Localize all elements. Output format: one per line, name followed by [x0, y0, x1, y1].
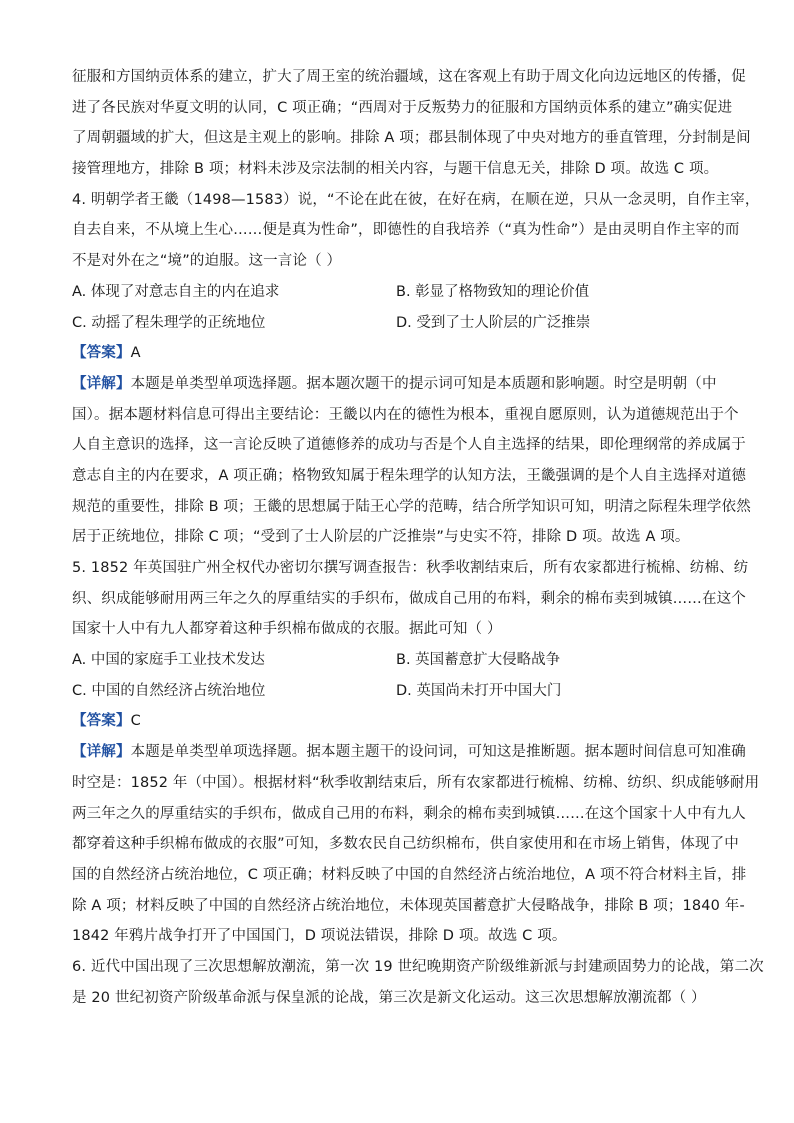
- detail-line: 国的自然经济占统治地位，C 项正确；材料反映了中国的自然经济占统治地位，A 项不符合材料主旨，排: [72, 866, 747, 883]
- question-stem-line: 是 20 世纪初资产阶级革命派与保皇派的论战，第三次是新文化运动。这三次思想解放潮流都（ ）: [72, 989, 706, 1006]
- option-b: B. 彰显了格物致知的理论价值: [396, 283, 590, 300]
- option-c: C. 动摇了程朱理学的正统地位: [72, 314, 266, 331]
- detail-line: 1842 年鸦片战争打开了中国国门，D 项说法错误，排除 D 项。故选 C 项。: [72, 928, 567, 945]
- question-stem-line: 国家十人中有九人都穿着这种手织棉布做成的衣服。据此可知（ ）: [72, 621, 502, 638]
- detail-line: 除 A 项；材料反映了中国的自然经济占统治地位，未体现英国蓄意扩大侵略战争，排除 B 项；1840 年-: [72, 897, 745, 914]
- detail-line: 意志自主的内在要求，A 项正确；格物致知属于程朱理学的认知方法，王畿强调的是个人自主选择对道德: [72, 467, 747, 484]
- answer-tag: 【答案】: [72, 345, 131, 362]
- question-4: [72, 185, 760, 553]
- options-row: [72, 308, 722, 339]
- detail-line: 两三年之久的厚重结实的手织布，做成自己用的布料，剩余的棉布卖到城镇……在这个国家十人中有九人: [72, 805, 746, 822]
- detail-line: 居于正统地位，排除 C 项；“受到了士人阶层的广泛推崇”与史实不符，排除 D 项。故选 A 项。: [72, 529, 690, 546]
- question-stem-line: 5. 1852 年英国驻广州全权代办密切尔撰写调查报告：秋季收割结束后，所有农家都进行梳棉、纺棉、纺: [72, 560, 749, 576]
- answer-value: A: [130, 345, 141, 362]
- detail-tag: 【详解】: [72, 375, 131, 392]
- detail-text: 本题是单类型单项选择题。据本题次题干的提示词可知是本质题和影响题。时空是明朝（中: [130, 375, 717, 392]
- previous-explanation-continuation: [72, 62, 751, 185]
- option-c: C. 中国的自然经济占统治地位: [72, 682, 266, 699]
- detail-line: 规范的重要性，排除 B 项；王畿的思想属于陆王心学的范畴，结合所学知识可知，明清之际程朱理学依然: [72, 498, 751, 515]
- option-b: B. 英国蓄意扩大侵略战争: [396, 652, 561, 669]
- question-stem-line: 4. 明朝学者王畿（1498—1583）说，“不论在此在彼，在好在病，在顺在逆，只从一念灵明，自作主宰，: [72, 191, 760, 208]
- detail-line: 都穿着这种手织棉布做成的衣服”可知，多数农民自己纺织棉布，供自家使用和在市场上销售，体现了中: [72, 836, 739, 853]
- detail-tag: 【详解】: [72, 744, 131, 761]
- question-stem-line: 不是对外在之“境”的迫服。这一言论（ ）: [72, 253, 342, 270]
- question-6: [72, 952, 764, 1013]
- question-5: [72, 553, 760, 952]
- text-line: 进了各民族对华夏文明的认同，C 项正确；“西周对于反叛势力的征服和方国纳贡体系的建立”确实促进: [72, 99, 733, 116]
- question-stem-line: 6. 近代中国出现了三次思想解放潮流，第一次 19 世纪晚期资产阶级维新派与封建顽固势力的论战，第二次: [72, 958, 764, 975]
- text-line: 征服和方国纳贡体系的建立，扩大了周王室的统治疆域，这在客观上有助于周文化向边远地区的传播，促: [72, 69, 746, 85]
- detail-line: 时空是：1852 年（中国）。根据材料“秋季收割结束后，所有农家都进行梳棉、纺棉、纺织、织成能够耐用: [72, 774, 760, 791]
- question-stem-line: 自去自来，不从境上生心……便是真为性命”，即德性的自我培养（“真为性命”）是由灵明自作主宰的而: [72, 222, 740, 239]
- option-a: A. 中国的家庭手工业技术发达: [72, 652, 265, 669]
- detail-line: 人自主意识的选择，这一言论反映了道德修养的成功与否是个人自主选择的结果，即伦理纲常的养成属于: [72, 437, 746, 454]
- document-page: [72, 62, 764, 1013]
- option-d: D. 英国尚未打开中国大门: [396, 682, 562, 699]
- option-d: D. 受到了士人阶层的广泛推崇: [396, 314, 591, 331]
- answer-tag: 【答案】: [72, 713, 131, 730]
- detail-line: [72, 737, 746, 768]
- text-line: 接管理地方，排除 B 项；材料未涉及宗法制的相关内容，与题干信息无关，排除 D 项。故选 C 项。: [72, 161, 719, 178]
- answer-line: [72, 338, 722, 369]
- detail-line: [72, 369, 722, 400]
- options-row: [72, 645, 722, 676]
- options-row: [72, 277, 722, 308]
- answer-line: [72, 706, 722, 737]
- option-a: A. 体现了对意志自主的内在追求: [72, 283, 280, 300]
- detail-line: 国）。据本题材料信息可得出主要结论：王畿以内在的德性为根本，重视自愿原则，认为道德规范出于个: [72, 406, 739, 423]
- answer-value: C: [130, 713, 141, 730]
- options-row: [72, 676, 722, 707]
- detail-text: 本题是单类型单项选择题。据本题主题干的设问词，可知这是推断题。据本题时间信息可知准确: [130, 744, 746, 761]
- text-line: 了周朝疆域的扩大，但这是主观上的影响。排除 A 项；郡县制体现了中央对地方的垂直管理，分封制是间: [72, 130, 751, 147]
- question-stem-line: 织、织成能够耐用两三年之久的厚重结实的手织布，做成自己用的布料，剩余的棉布卖到城镇……在这个: [72, 590, 746, 607]
